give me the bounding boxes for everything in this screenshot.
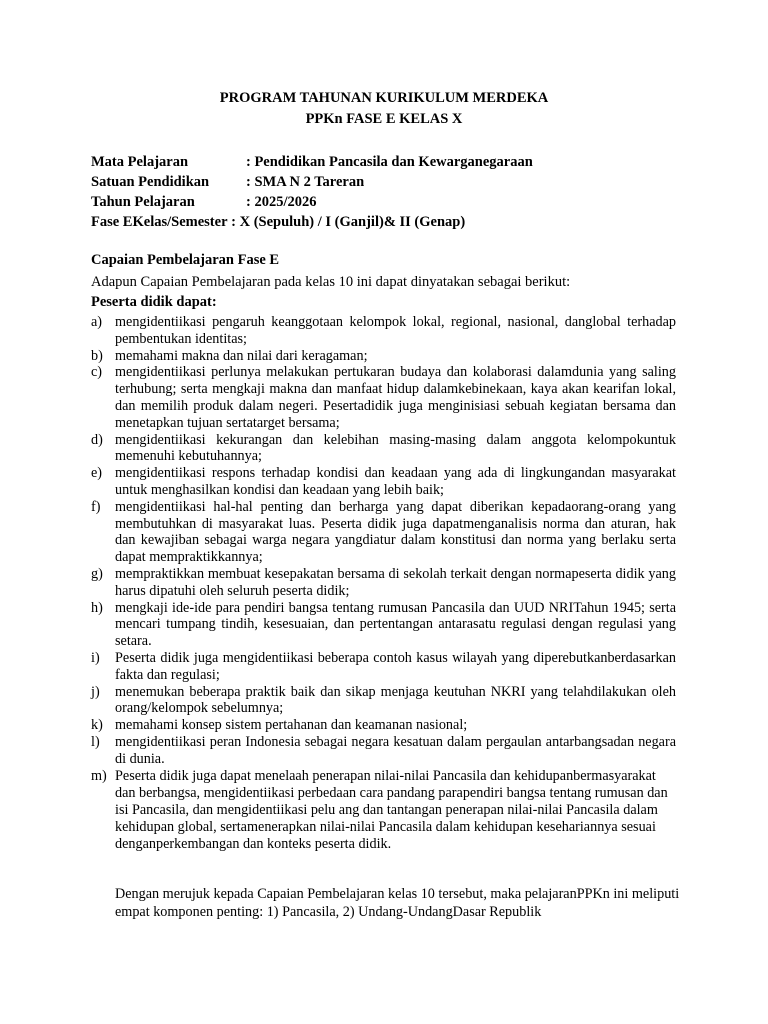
section-intro: Adapun Capaian Pembelajaran pada kelas 10 ini dapat dinyatakan sebagai berikut: [91, 274, 571, 290]
list-item [91, 600, 676, 650]
info-row-school [91, 172, 533, 192]
info-value: : SMA N 2 Tareran [246, 174, 365, 190]
list-item-text: memahami makna dan nilai dari keragaman; [115, 347, 368, 364]
list-item [91, 465, 676, 499]
info-value: : 2025/2026 [246, 194, 317, 210]
document-title: PROGRAM TAHUNAN KURIKULUM MERDEKA [219, 90, 549, 106]
list-item [91, 650, 676, 684]
info-label: Fase EKelas/Semester [91, 214, 228, 230]
list-marker: f) [91, 498, 101, 515]
list-item-text: mengidentiikasi respons terhadap kondisi dan keadaan yang ada di lingkungandan masyarakat untuk menghasilkan kondisi dan keadaan yang lebih baik; [115, 465, 676, 498]
list-item-text: menemukan beberapa praktik baik dan sikap menjaga keutuhan NKRI yang telahdilakukan oleh orang/kelompok sebelumnya; [115, 683, 676, 717]
list-item-text: Peserta didik juga dapat menelaah penerapan nilai-nilai Pancasila dan kehidupanbermasyarakat dan berbangsa, mengidentiikasi perbedaan cara pandang parapendiri bangsa tentang rumusan dan isi Pancasila, dan mengidentiikasi pelu ang dan tantangan penerapan nilai-nilai Pancasila dalam kehidupan global, sertamenerapkan nilai-nilai Pancasila dalam kehidupan kesehariannya sesuai denganperkembangan dan konteks peserta didik. [115, 767, 668, 853]
info-value: : X (Sepuluh) / I (Ganjil)& II (Genap) [227, 214, 466, 230]
list-marker: l) [91, 733, 100, 750]
closing-paragraph: Dengan merujuk kepada Capaian Pembelajaran kelas 10 tersebut, maka pelajaranPPKn ini meliputi empat komponen penting: 1) Pancasila, 2) Undang-UndangDasar Republik [115, 886, 680, 920]
list-marker: i) [91, 649, 100, 666]
list-marker: e) [91, 465, 103, 482]
learning-outcomes-list [91, 314, 676, 854]
info-label: Satuan Pendidikan [91, 174, 210, 190]
list-item-text: mengkaji ide-ide para pendiri bangsa tentang rumusan Pancasila dan UUD NRITahun 1945; serta mencari tumpang tindih, kesesuaian, dan pertentangan antarasatu regulasi dengan regulasi yang setara. [115, 599, 676, 650]
list-item [91, 499, 676, 566]
list-item [91, 717, 676, 734]
list-item-text: mengidentiikasi hal-hal penting dan berharga yang dapat diberikan kepadaorang-orang yang membutuhkan di masyarakat luas. Peserta didik juga dapatmenganalisis norma dan aturan, hak dan kewajiban sebagai warga negara yangdiatur dalam konstitusi dan norma yang berlaku serta dapat mempraktikkannya; [115, 498, 676, 566]
info-row-subject [91, 152, 533, 172]
list-marker: m) [91, 767, 107, 784]
list-marker: k) [91, 717, 103, 734]
section-subheading: Peserta didik dapat: [91, 294, 217, 310]
info-label: Mata Pelajaran [91, 154, 189, 170]
list-marker: g) [91, 565, 103, 582]
list-item [91, 768, 676, 854]
list-item-text: mengidentiikasi pengaruh keanggotaan kelompok lokal, regional, nasional, danglobal terhadap pembentukan identitas; [115, 314, 676, 347]
info-block [91, 152, 533, 232]
list-marker: c) [91, 364, 103, 381]
list-item-text: mempraktikkan membuat kesepakatan bersama di sekolah terkait dengan normapeserta didik yang harus dipatuhi oleh seluruh peserta didik; [115, 565, 676, 599]
list-item [91, 314, 676, 348]
list-marker: a) [91, 314, 103, 330]
list-item-text: mengidentiikasi peran Indonesia sebagai negara kesatuan dalam pergaulan antarbangsadan negara di dunia. [115, 733, 676, 767]
list-item-text: memahami konsep sistem pertahanan dan keamanan nasional; [115, 717, 468, 734]
list-item [91, 432, 676, 466]
list-item-text: Peserta didik juga mengidentiikasi beberapa contoh kasus wilayah yang diperebutkanberdasarkan fakta dan regulasi; [115, 649, 676, 683]
list-item [91, 684, 676, 718]
section-heading: Capaian Pembelajaran Fase E [91, 252, 280, 268]
list-item [91, 734, 676, 768]
list-item-text: mengidentiikasi kekurangan dan kelebihan masing-masing dalam anggota kelompokuntuk memenuhi kebutuhannya; [115, 431, 676, 465]
list-item-text: mengidentiikasi perlunya melakukan pertukaran budaya dan kolaborasi dalamdunia yang saling terhubung; serta mengkaji makna dan manfaat hidup dalamkebinekaan, kaya akan kearifan lokal, dan memilih produk dalam negeri. Pesertadidik juga menginisiasi sebuah kegiatan bersama dan menetapkan tujuan sertatarget bersama; [115, 364, 676, 431]
list-item [91, 348, 676, 365]
info-row-phase [91, 212, 533, 232]
list-item [91, 566, 676, 600]
list-marker: b) [91, 347, 103, 364]
info-value: : Pendidikan Pancasila dan Kewarganegaraan [246, 154, 533, 170]
list-marker: d) [91, 431, 103, 448]
info-label: Tahun Pelajaran [91, 194, 195, 210]
info-row-year [91, 192, 533, 212]
list-marker: h) [91, 599, 103, 616]
list-marker: j) [91, 683, 100, 700]
document-subtitle: PPKn FASE E KELAS X [305, 111, 463, 127]
list-item [91, 364, 676, 431]
